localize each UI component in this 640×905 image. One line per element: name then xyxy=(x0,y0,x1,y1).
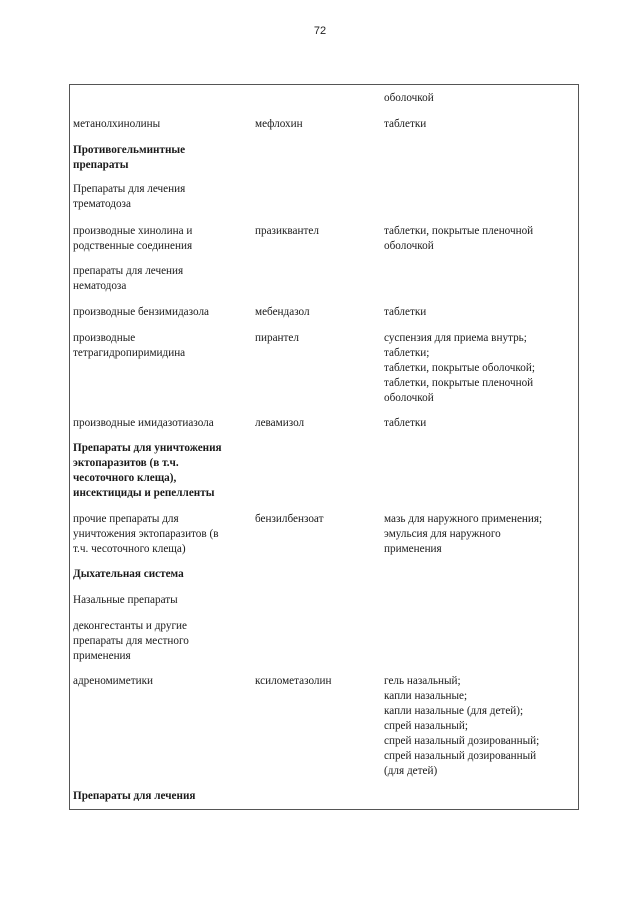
page-number: 72 xyxy=(313,25,327,37)
row-5-group: препараты для лечения нематодоза xyxy=(73,265,184,292)
row-7-drug: пирантел xyxy=(255,332,299,344)
row-1-group: метанолхинолины xyxy=(73,118,161,130)
row-7-form: суспензия для приема внутрь; таблетки; таблетки, покрытые оболочкой; таблетки, покрытые пленочной оболочкой xyxy=(384,332,535,404)
row-8-group: производные имидазотиазола xyxy=(73,417,214,429)
row-10-drug: бензилбензоат xyxy=(255,513,324,525)
row-0-form: оболочкой xyxy=(384,92,434,104)
row-14-drug: ксилометазолин xyxy=(255,675,332,687)
row-8-drug: левамизол xyxy=(255,417,305,429)
row-4-form: таблетки, покрытые пленочной оболочкой xyxy=(384,225,534,252)
row-6-group: производные бензимидазола xyxy=(73,306,209,318)
row-2-section-heading: Противогельминтные препараты xyxy=(73,144,186,171)
row-11-section-heading: Дыхательная система xyxy=(73,568,184,580)
row-1-form: таблетки xyxy=(384,118,427,130)
row-15-section-heading: Препараты для лечения xyxy=(73,790,196,802)
row-7-group: производные тетрагидропиримидина xyxy=(73,332,186,359)
row-4-drug: празиквантел xyxy=(255,225,319,237)
row-1-drug: мефлохин xyxy=(255,118,303,130)
row-10-group: прочие препараты для уничтожения эктопаразитов (в т.ч. чесоточного клеща) xyxy=(73,513,219,555)
row-6-form: таблетки xyxy=(384,306,427,318)
row-3-group: Препараты для лечения трематодоза xyxy=(73,183,186,210)
row-10-form: мазь для наружного применения; эмульсия для наружного применения xyxy=(384,513,543,555)
row-6-drug: мебендазол xyxy=(255,306,310,318)
row-14-group: адреномиметики xyxy=(73,675,153,687)
row-13-group: деконгестанты и другие препараты для местного применения xyxy=(73,620,189,662)
row-8-form: таблетки xyxy=(384,417,427,429)
row-14-form: гель назальный; капли назальные; капли назальные (для детей); спрей назальный; спрей назальный дозированный; спрей назальный дозированный (для детей) xyxy=(384,675,540,777)
row-4-group: производные хинолина и родственные соединения xyxy=(73,225,193,252)
row-9-section-heading: Препараты для уничтожения эктопаразитов (в т.ч. чесоточного клеща), инсектициды и репелленты xyxy=(73,442,222,499)
row-12-group: Назальные препараты xyxy=(73,594,178,606)
